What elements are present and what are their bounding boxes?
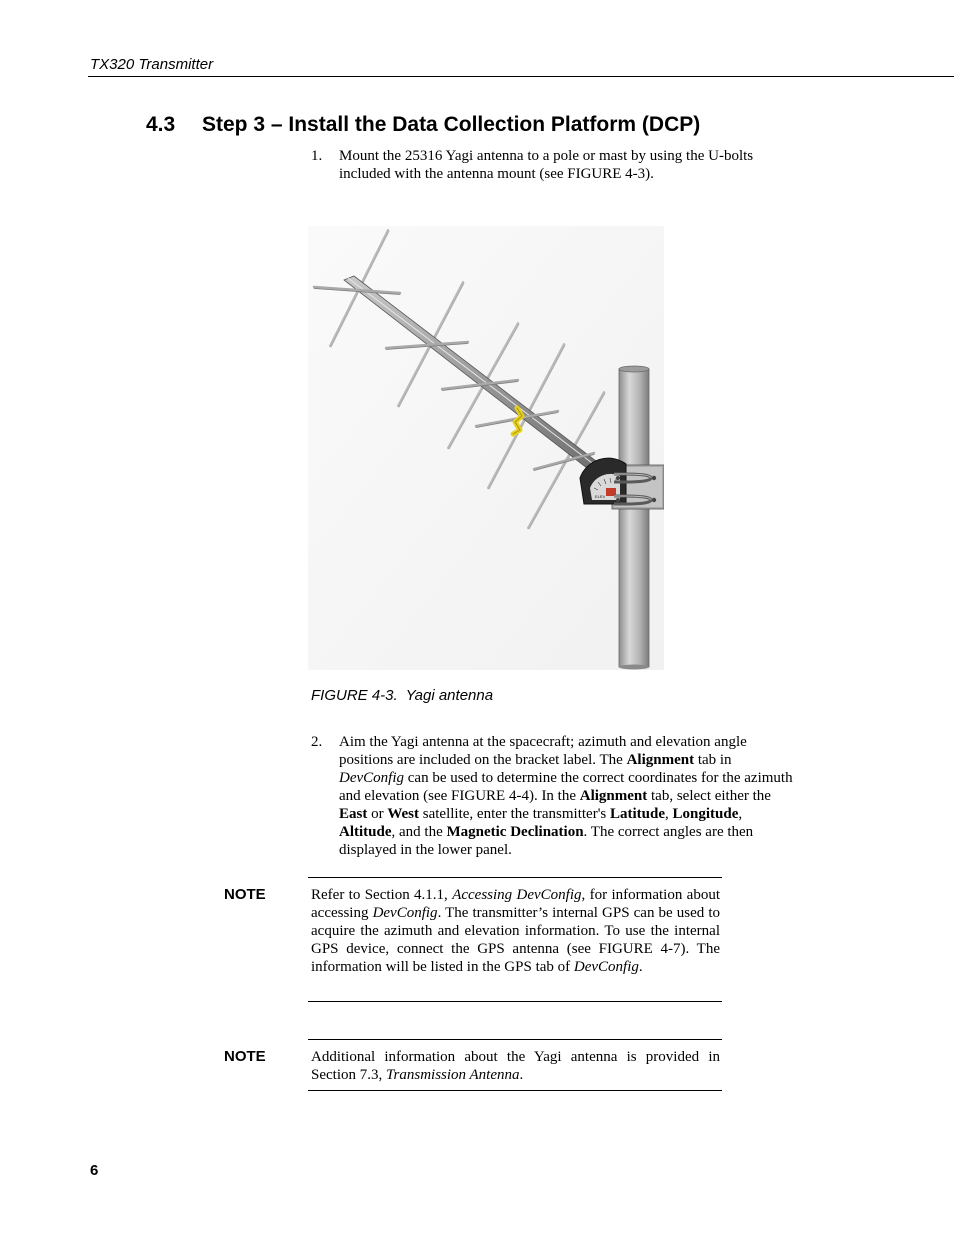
step-1-text: Mount the 25316 Yagi antenna to a pole or mast by using the U-bolts included with the antenna mount (see FIGURE 4-3). bbox=[339, 148, 754, 182]
note-1-bottom-rule bbox=[308, 1001, 722, 1002]
running-header: TX320 Transmitter bbox=[90, 56, 214, 73]
note-2-label: NOTE bbox=[224, 1048, 266, 1065]
figure-caption bbox=[311, 687, 493, 704]
yagi-antenna-illustration bbox=[308, 226, 664, 670]
figure-caption-label: FIGURE 4-3. bbox=[311, 687, 398, 704]
svg-text:ELEV: ELEV bbox=[595, 494, 606, 499]
step-2 bbox=[311, 733, 796, 859]
step-2-text: Aim the Yagi antenna at the spacecraft; azimuth and elevation angle positions are included on the bracket label. The Alignment tab in DevConfig can be used to determine the correct coordinates for the azimuth and elevation (see FIGURE 4-4). In the Alignment tab, select either the East or West satellite, enter the transmitter's Latitude, Longitude, Altitude, and the Magnetic Declination. The correct angles are then displayed in the lower panel. bbox=[339, 734, 793, 858]
note-1-top-rule bbox=[308, 877, 722, 878]
figure-caption-title: Yagi antenna bbox=[405, 687, 494, 704]
page-number: 6 bbox=[90, 1162, 99, 1179]
step-1-number: 1. bbox=[311, 148, 323, 164]
header-rule bbox=[88, 76, 954, 77]
section-title bbox=[146, 113, 700, 137]
note-1-text: Refer to Section 4.1.1, Accessing DevConfig, for information about accessing DevConfig. The transmitter’s internal GPS can be used to acquire the azimuth and elevation information. To use the internal GPS device, connect the GPS antenna (see FIGURE 4-7). The information will be listed in the GPS tab of DevConfig. bbox=[311, 887, 721, 975]
note-2-top-rule bbox=[308, 1039, 722, 1040]
note-1-label: NOTE bbox=[224, 886, 266, 903]
note-2-text: Additional information about the Yagi antenna is provided in Section 7.3, Transmission Antenna. bbox=[311, 1049, 720, 1083]
step-2-number: 2. bbox=[311, 734, 323, 750]
section-heading: Step 3 – Install the Data Collection Platform (DCP) bbox=[202, 113, 701, 136]
note-2-bottom-rule bbox=[308, 1090, 722, 1091]
section-number: 4.3 bbox=[146, 113, 176, 136]
step-1 bbox=[311, 147, 781, 183]
yagi-antenna-figure bbox=[308, 226, 664, 670]
